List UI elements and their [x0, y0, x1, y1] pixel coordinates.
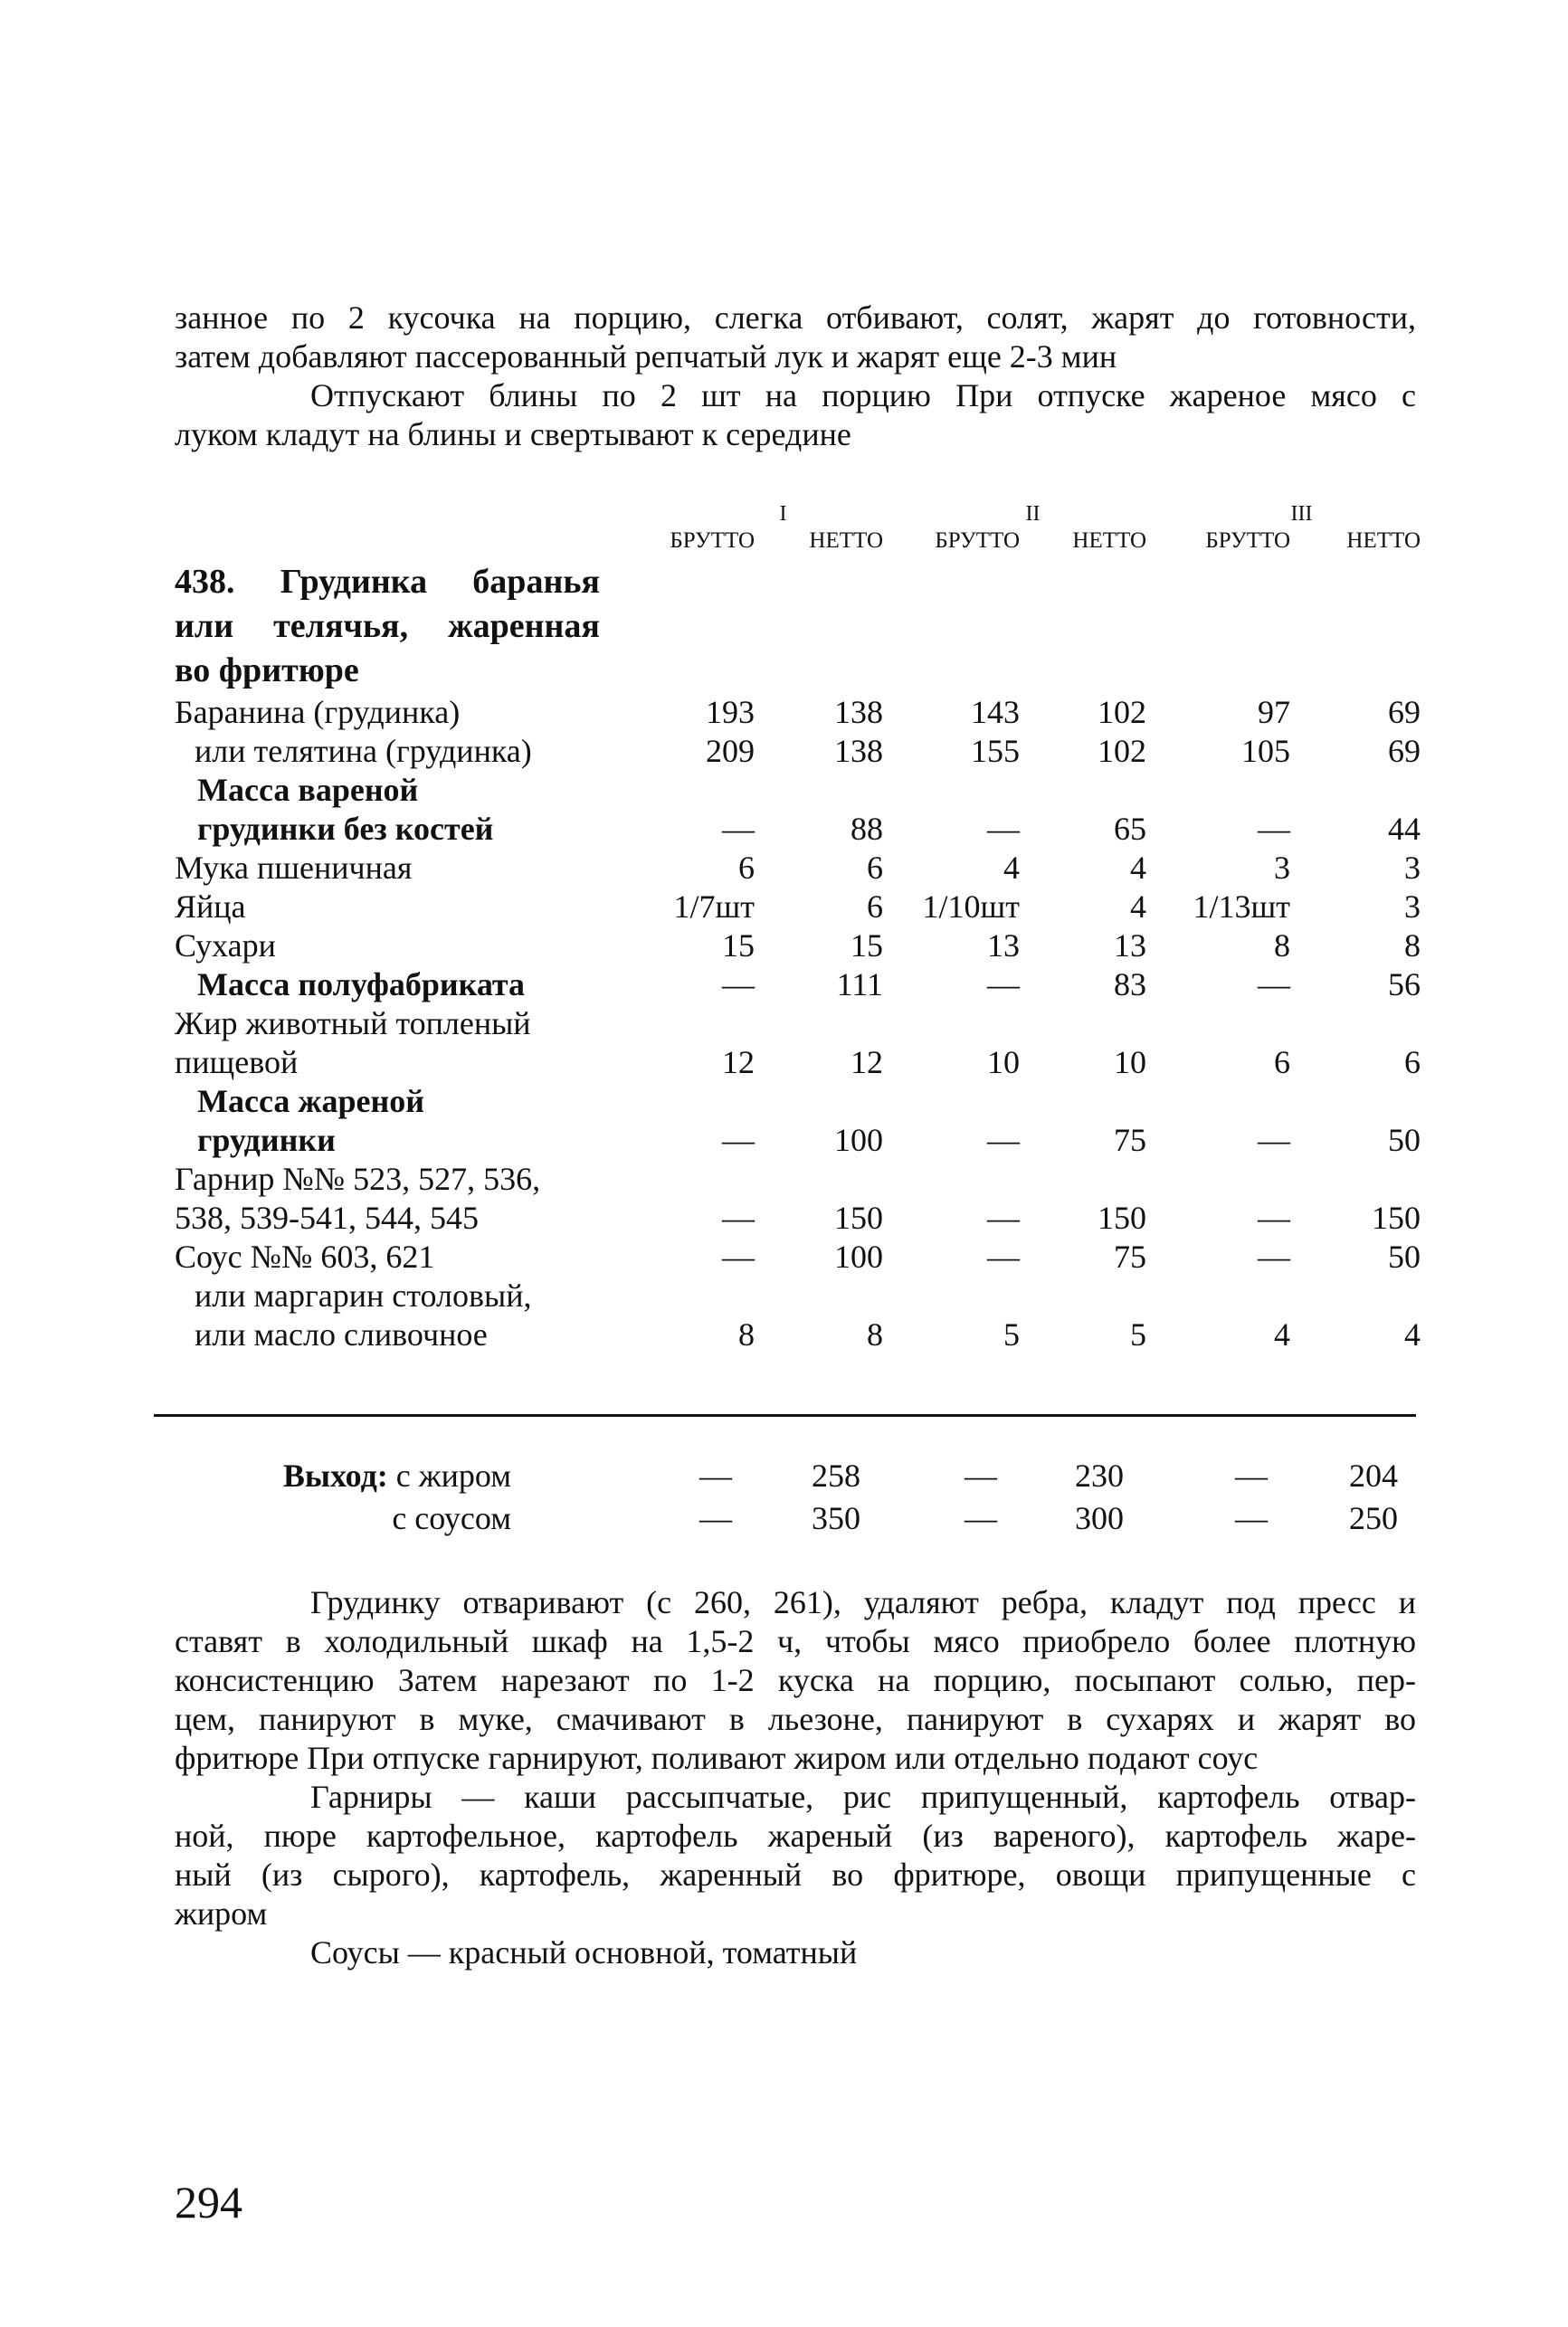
output-table [175, 1455, 1398, 1540]
value-cell: 75 [1114, 1122, 1146, 1158]
ingredient-name [175, 1160, 647, 1238]
value-cell: — [987, 1122, 1020, 1158]
value-cell: 6 [738, 850, 755, 886]
value-cell: 83 [1114, 966, 1146, 1002]
text-line: луком кладут на блины и свертывают к середине [175, 416, 851, 452]
ingredient-row [175, 1082, 1421, 1160]
value-cell: 88 [851, 811, 883, 847]
value-cell: 4 [1130, 850, 1146, 886]
ingredient-row [175, 1277, 1421, 1354]
column-header-row [175, 526, 1421, 556]
column-header: БРУТТО [1205, 528, 1290, 553]
ingredient-name [175, 693, 647, 732]
text-line: Гарниры — каши рассыпчатые, рис припущенный, картофель отвар- [310, 1779, 1416, 1815]
value-cell: — [1258, 1239, 1290, 1275]
value-cell: 69 [1388, 733, 1421, 769]
empty-cell [755, 556, 883, 693]
value-cell: 150 [1372, 1200, 1421, 1236]
value-cell: — [987, 811, 1020, 847]
value-cell: 15 [851, 927, 883, 964]
value-cell: 6 [867, 888, 883, 925]
ingredient-name [175, 888, 647, 926]
output-value: — [699, 1500, 732, 1536]
ingredient-name [175, 1277, 647, 1354]
output-label [175, 1497, 624, 1540]
ingredient-name-line: 538, 539-541, 544, 545 [175, 1200, 479, 1236]
ingredient-row [175, 693, 1421, 732]
value-cell: 44 [1388, 811, 1421, 847]
value-cell: 65 [1114, 811, 1146, 847]
ingredient-name-line: Масса полуфабриката [197, 966, 526, 1002]
ingredient-name [175, 1082, 647, 1160]
value-cell: 150 [1098, 1200, 1146, 1236]
value-cell: 105 [1241, 733, 1290, 769]
value-cell: — [722, 811, 755, 847]
column-header: НЕТТО [1072, 528, 1146, 553]
ingredient-row [175, 1238, 1421, 1277]
ingredient-name-line: Масса жареной [197, 1083, 424, 1119]
value-cell: 12 [722, 1044, 755, 1080]
text-line: ный (из сырого), картофель, жаренный во фритюре, овощи припущенные с [175, 1857, 1416, 1893]
column-header: НЕТТО [1346, 528, 1421, 553]
ingredient-row [175, 849, 1421, 888]
page-number: 294 [175, 2177, 242, 2227]
output-value: — [1235, 1458, 1268, 1494]
ingredient-row [175, 965, 1421, 1004]
ingredient-name-line: Сухари [175, 927, 276, 964]
text-line: фритюре При отпуске гарнируют, поливают жиром или отдельно подают соус [175, 1740, 1259, 1776]
value-cell: 8 [867, 1316, 883, 1353]
value-cell: 6 [1404, 1044, 1421, 1080]
value-cell: 8 [738, 1316, 755, 1353]
empty-cell [1020, 556, 1146, 693]
value-cell: 13 [987, 927, 1020, 964]
recipe-title-row [175, 556, 1421, 693]
header-spacer [175, 502, 647, 526]
intro-paragraph-1 [175, 299, 1416, 376]
table-divider [154, 1414, 1416, 1417]
ingredient-name-line: или масло сливочное [195, 1316, 488, 1353]
output-value: 300 [1075, 1500, 1124, 1536]
ingredient-name [175, 926, 647, 965]
value-cell: — [987, 1200, 1020, 1236]
value-cell: 4 [1130, 888, 1146, 925]
value-cell: 3 [1404, 850, 1421, 886]
ingredient-name-line: Жир животный топленый [175, 1005, 531, 1041]
value-cell: 75 [1114, 1239, 1146, 1275]
output-value: — [699, 1458, 732, 1494]
value-cell: — [1258, 1200, 1290, 1236]
group-header: II [1025, 502, 1041, 526]
output-value: — [1235, 1500, 1268, 1536]
text-line: жиром [175, 1895, 268, 1932]
value-cell: — [987, 966, 1020, 1002]
ingredient-row [175, 888, 1421, 926]
value-cell: — [722, 966, 755, 1002]
sauce-paragraph: Соусы — красный основной, томатный [310, 1934, 858, 1971]
recipe-title [175, 556, 647, 693]
text-line: Грудинку отваривают (с 260, 261), удаляют ребра, кладут под пресс и [310, 1584, 1416, 1620]
empty-cell [1146, 556, 1290, 693]
ingredient-name-line: грудинки [197, 1122, 336, 1158]
empty-cell [647, 556, 755, 693]
value-cell: — [987, 1239, 1020, 1275]
value-cell: — [722, 1200, 755, 1236]
column-header: БРУТТО [670, 528, 755, 553]
output-value: 258 [812, 1458, 860, 1494]
text-line: консистенцию Затем нарезают по 1-2 куска на порцию, посыпают солью, пер- [175, 1662, 1416, 1698]
value-cell: 50 [1388, 1122, 1421, 1158]
output-value: — [965, 1500, 997, 1536]
ingredient-name [175, 965, 647, 1004]
text-line: Отпускают блины по 2 шт на порцию При отпуске жареное мясо с [310, 377, 1416, 413]
value-cell: 155 [971, 733, 1020, 769]
ingredient-name [175, 1004, 647, 1082]
ingredient-name-line: Мука пшеничная [175, 850, 413, 886]
value-cell: 1/13шт [1193, 888, 1290, 925]
text-line: цем, панируют в муке, смачивают в льезоне, панируют в сухарях и жарят во [175, 1701, 1416, 1737]
ingredient-name-line: Баранина (грудинка) [175, 694, 461, 730]
method-paragraph [175, 1583, 1416, 1778]
value-cell: 5 [1130, 1316, 1146, 1353]
recipe-title-line: 438. Грудинка баранья [175, 563, 600, 601]
ingredient-name-line: Соус №№ 603, 621 [175, 1239, 435, 1275]
group-header: I [779, 502, 787, 526]
value-cell: 6 [867, 850, 883, 886]
garnish-paragraph [175, 1778, 1416, 1933]
value-cell: 209 [706, 733, 755, 769]
header-spacer [175, 526, 647, 556]
ingredient-name [175, 849, 647, 888]
value-cell: 100 [834, 1239, 883, 1275]
ingredient-name [175, 771, 647, 849]
value-cell: 8 [1274, 927, 1290, 964]
value-cell: 12 [851, 1044, 883, 1080]
value-cell: 1/7шт [673, 888, 755, 925]
column-header: БРУТТО [935, 528, 1020, 553]
value-cell: 138 [834, 733, 883, 769]
ingredient-name [175, 732, 647, 771]
ingredient-name-line: или телятина (грудинка) [195, 733, 532, 769]
intro-paragraph-2 [175, 376, 1416, 454]
value-cell: 100 [834, 1122, 883, 1158]
value-cell: 8 [1404, 927, 1421, 964]
text-line: занное по 2 кусочка на порцию, слегка отбивают, солят, жарят до готовности, [175, 299, 1416, 336]
value-cell: — [722, 1122, 755, 1158]
output-label [175, 1455, 624, 1497]
value-cell: 69 [1388, 694, 1421, 730]
value-cell: 111 [836, 966, 883, 1002]
ingredient-row [175, 732, 1421, 771]
value-cell: 56 [1388, 966, 1421, 1002]
value-cell: — [1258, 811, 1290, 847]
value-cell: 102 [1098, 694, 1146, 730]
column-header: НЕТТО [809, 528, 883, 553]
recipe-title-line: или телячья, жаренная [175, 607, 600, 645]
output-value: 350 [812, 1500, 860, 1536]
value-cell: 102 [1098, 733, 1146, 769]
output-value: — [965, 1458, 997, 1494]
group-header-row [175, 502, 1421, 526]
ingredient-row [175, 1004, 1421, 1082]
value-cell: 5 [1003, 1316, 1020, 1353]
value-cell: 150 [834, 1200, 883, 1236]
value-cell: — [1258, 966, 1290, 1002]
value-cell: 1/10шт [922, 888, 1020, 925]
ingredient-name-line: Масса вареной [197, 772, 419, 808]
value-cell: 3 [1274, 850, 1290, 886]
ingredient-name [175, 1238, 647, 1277]
ingredient-name-line: или маргарин столовый, [195, 1277, 532, 1314]
value-cell: — [1258, 1122, 1290, 1158]
value-cell: 97 [1258, 694, 1290, 730]
value-cell: 3 [1404, 888, 1421, 925]
recipe-table [175, 502, 1421, 1354]
value-cell: 193 [706, 694, 755, 730]
recipe-title-line: во фритюре [175, 651, 359, 689]
value-cell: 15 [722, 927, 755, 964]
ingredient-row [175, 771, 1421, 849]
value-cell: — [722, 1239, 755, 1275]
output-value: 230 [1075, 1458, 1124, 1494]
text-line: ной, пюре картофельное, картофель жареный (из вареного), картофель жаре- [175, 1818, 1416, 1854]
ingredient-name-line: пищевой [175, 1044, 299, 1080]
empty-cell [1290, 556, 1421, 693]
ingredient-name-line: Яйца [175, 888, 246, 925]
value-cell: 138 [834, 694, 883, 730]
output-label-text: с жиром [395, 1458, 511, 1494]
ingredient-row [175, 1160, 1421, 1238]
output-value: 204 [1349, 1458, 1398, 1494]
value-cell: 10 [987, 1044, 1020, 1080]
text-line: ставят в холодильный шкаф на 1,5-2 ч, чтобы мясо приобрело более плотную [175, 1623, 1416, 1659]
output-value: 250 [1349, 1500, 1398, 1536]
value-cell: 4 [1003, 850, 1020, 886]
output-row [175, 1455, 1398, 1497]
output-label-text: с соусом [392, 1500, 511, 1536]
value-cell: 4 [1404, 1316, 1421, 1353]
value-cell: 10 [1114, 1044, 1146, 1080]
output-row [175, 1497, 1398, 1540]
group-header: III [1290, 502, 1313, 526]
output-heading: Выход: [282, 1458, 388, 1494]
ingredient-name-line: грудинки без костей [197, 811, 494, 847]
text-line: затем добавляют пассерованный репчатый лук и жарят еще 2-3 мин [175, 338, 1117, 375]
value-cell: 50 [1388, 1239, 1421, 1275]
value-cell: 4 [1274, 1316, 1290, 1353]
value-cell: 6 [1274, 1044, 1290, 1080]
empty-cell [883, 556, 1020, 693]
value-cell: 13 [1114, 927, 1146, 964]
value-cell: 143 [971, 694, 1020, 730]
ingredient-row [175, 926, 1421, 965]
ingredient-name-line: Гарнир №№ 523, 527, 536, [175, 1161, 541, 1197]
